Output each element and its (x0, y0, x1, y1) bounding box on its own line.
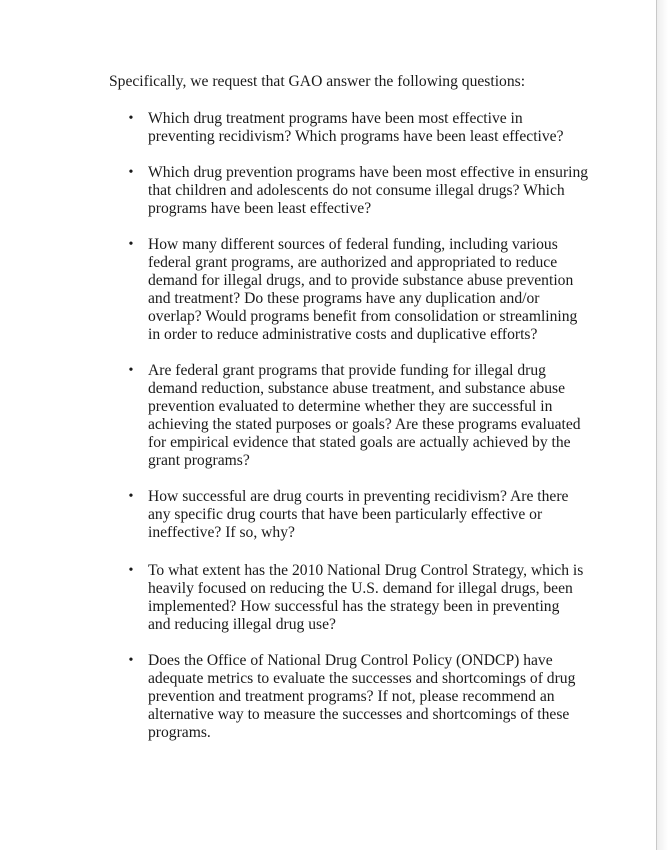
question-line: Which drug prevention programs have been most effective in ensuring (148, 164, 589, 181)
question-line: in order to reduce administrative costs and duplicative efforts? (148, 326, 538, 343)
question-line: programs have been least effective? (148, 200, 372, 217)
question-item-1 (148, 110, 584, 146)
bullet-icon: • (128, 363, 134, 378)
question-line: any specific drug courts that have been particularly effective or (148, 506, 543, 523)
question-line: Are federal grant programs that provide funding for illegal drug (148, 362, 546, 379)
question-line: implemented? How successful has the strategy been in preventing (148, 598, 560, 615)
question-line: achieving the stated purposes or goals? Are these programs evaluated (148, 416, 581, 433)
question-line: prevention and treatment programs? If not, please recommend an (148, 688, 555, 705)
question-line: grant programs? (148, 452, 250, 469)
question-line: demand reduction, substance abuse treatment, and substance abuse (148, 380, 565, 397)
question-item-6 (148, 562, 584, 634)
question-line: ineffective? If so, why? (148, 524, 295, 541)
question-line: To what extent has the 2010 National Drug Control Strategy, which is (148, 562, 584, 579)
question-line: for empirical evidence that stated goals are actually achieved by the (148, 434, 571, 451)
question-line: alternative way to measure the successes and shortcomings of these (148, 706, 570, 723)
question-line: that children and adolescents do not consume illegal drugs? Which (148, 182, 565, 199)
question-line: How many different sources of federal funding, including various (148, 236, 558, 253)
bullet-icon: • (128, 489, 134, 504)
question-line: demand for illegal drugs, and to provide substance abuse prevention (148, 272, 574, 289)
question-line: prevention evaluated to determine whether they are successful in (148, 398, 553, 415)
bullet-icon: • (128, 653, 134, 668)
question-line: programs. (148, 724, 211, 741)
scan-shadow (657, 0, 668, 850)
question-item-2 (148, 164, 589, 218)
question-item-3 (148, 236, 584, 344)
question-line: federal grant programs, are authorized and appropriated to reduce (148, 254, 558, 271)
question-item-4 (148, 362, 584, 470)
bullet-icon: • (128, 165, 134, 180)
question-line: Does the Office of National Drug Control Policy (ONDCP) have (148, 652, 553, 669)
bullet-icon: • (128, 111, 134, 126)
question-line: How successful are drug courts in preventing recidivism? Are there (148, 488, 569, 505)
question-line: and reducing illegal drug use? (148, 616, 336, 633)
intro-paragraph: Specifically, we request that GAO answer the following questions: (109, 73, 526, 90)
question-line: heavily focused on reducing the U.S. demand for illegal drugs, been (148, 580, 573, 597)
question-line: preventing recidivism? Which programs have been least effective? (148, 128, 564, 145)
question-line: and treatment? Do these programs have any duplication and/or (148, 290, 540, 307)
question-item-7 (148, 652, 584, 742)
bullet-icon: • (128, 237, 134, 252)
question-line: Which drug treatment programs have been most effective in (148, 110, 523, 127)
question-line: adequate metrics to evaluate the successes and shortcomings of drug (148, 670, 576, 687)
bullet-icon: • (128, 563, 134, 578)
question-item-5 (148, 488, 584, 542)
question-line: overlap? Would programs benefit from consolidation or streamlining (148, 308, 578, 325)
